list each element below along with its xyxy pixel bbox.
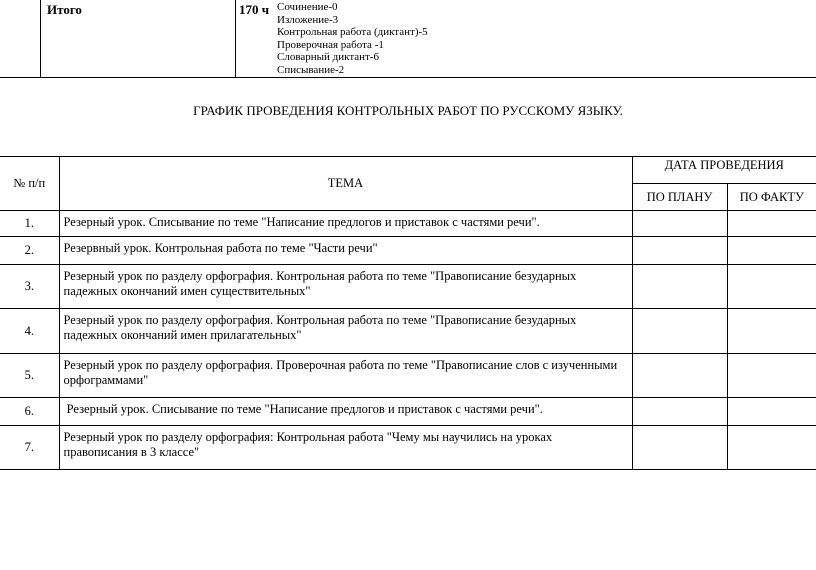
row-topic: Резерный урок. Списывание по теме "Написание предлогов и приставок с частями речи". bbox=[59, 398, 632, 426]
schedule-table bbox=[0, 156, 816, 470]
total-label: Итого bbox=[41, 0, 236, 77]
table-row bbox=[0, 211, 816, 237]
header-number: № п/п bbox=[0, 157, 59, 211]
work-type-item: Контрольная работа (диктант)-5 bbox=[277, 26, 428, 38]
table-row bbox=[0, 398, 816, 426]
plan-date-cell[interactable] bbox=[632, 265, 727, 309]
header-date: ДАТА ПРОВЕДЕНИЯ bbox=[632, 157, 816, 184]
plan-date-cell[interactable] bbox=[632, 354, 727, 398]
row-topic: Резервный урок. Контрольная работа по теме "Части речи" bbox=[59, 237, 632, 265]
header-topic: ТЕМА bbox=[59, 157, 632, 211]
table-row bbox=[0, 426, 816, 470]
plan-date-cell[interactable] bbox=[632, 237, 727, 265]
fact-date-cell[interactable] bbox=[727, 237, 816, 265]
row-number: 3. bbox=[0, 265, 59, 309]
row-topic: Резерный урок по разделу орфография. Проверочная работа по теме "Правописание слов с изученными орфограммами" bbox=[59, 354, 632, 398]
work-type-item: Списывание-2 bbox=[277, 63, 345, 76]
schedule-title: ГРАФИК ПРОВЕДЕНИЯ КОНТРОЛЬНЫХ РАБОТ ПО РУССКОМУ ЯЗЫКУ. bbox=[193, 103, 623, 118]
hours-cell bbox=[236, 0, 274, 77]
fact-date-cell[interactable] bbox=[727, 309, 816, 354]
plan-date-cell[interactable] bbox=[632, 426, 727, 470]
row-topic: Резерный урок по разделу орфография. Контрольная работа по теме "Правописание безударных падежных окончаний имен прилагательных" bbox=[59, 309, 632, 354]
header-fact: ПО ФАКТУ bbox=[727, 184, 816, 211]
row-topic: Резерный урок. Списывание по теме "Написание предлогов и приставок с частями речи". bbox=[59, 211, 632, 237]
header-plan: ПО ПЛАНУ bbox=[632, 184, 727, 211]
fact-date-cell[interactable] bbox=[727, 398, 816, 426]
fact-date-cell[interactable] bbox=[727, 426, 816, 470]
row-number: 4. bbox=[0, 309, 59, 354]
row-number: 7. bbox=[0, 426, 59, 470]
work-type-item: Проверочная работа -1 bbox=[277, 38, 384, 51]
summary-table bbox=[0, 0, 816, 78]
table-row bbox=[0, 354, 816, 398]
summary-empty-cell bbox=[0, 0, 41, 77]
plan-date-cell[interactable] bbox=[632, 211, 727, 237]
total-hours: 170 ч bbox=[239, 2, 270, 17]
fact-date-cell[interactable] bbox=[727, 265, 816, 309]
plan-date-cell[interactable] bbox=[632, 309, 727, 354]
row-number: 2. bbox=[0, 237, 59, 265]
work-type-item: Изложение-3 bbox=[277, 13, 339, 26]
table-row bbox=[0, 309, 816, 354]
row-number: 6. bbox=[0, 398, 59, 426]
row-topic: Резерный урок по разделу орфография. Контрольная работа по теме "Правописание безударных падежных окончаний имен существительных" bbox=[59, 265, 632, 309]
work-type-item: Словарный диктант-6 bbox=[277, 51, 380, 63]
work-type-item: Сочинение-0 bbox=[277, 1, 338, 13]
row-topic: Резерный урок по разделу орфография: Контрольная работа "Чему мы научились на уроках правописания в 3 классе" bbox=[59, 426, 632, 470]
table-row bbox=[0, 237, 816, 265]
table-row bbox=[0, 265, 816, 309]
row-number: 5. bbox=[0, 354, 59, 398]
row-number: 1. bbox=[0, 211, 59, 237]
work-types-list bbox=[273, 0, 816, 77]
fact-date-cell[interactable] bbox=[727, 354, 816, 398]
fact-date-cell[interactable] bbox=[727, 211, 816, 237]
plan-date-cell[interactable] bbox=[632, 398, 727, 426]
